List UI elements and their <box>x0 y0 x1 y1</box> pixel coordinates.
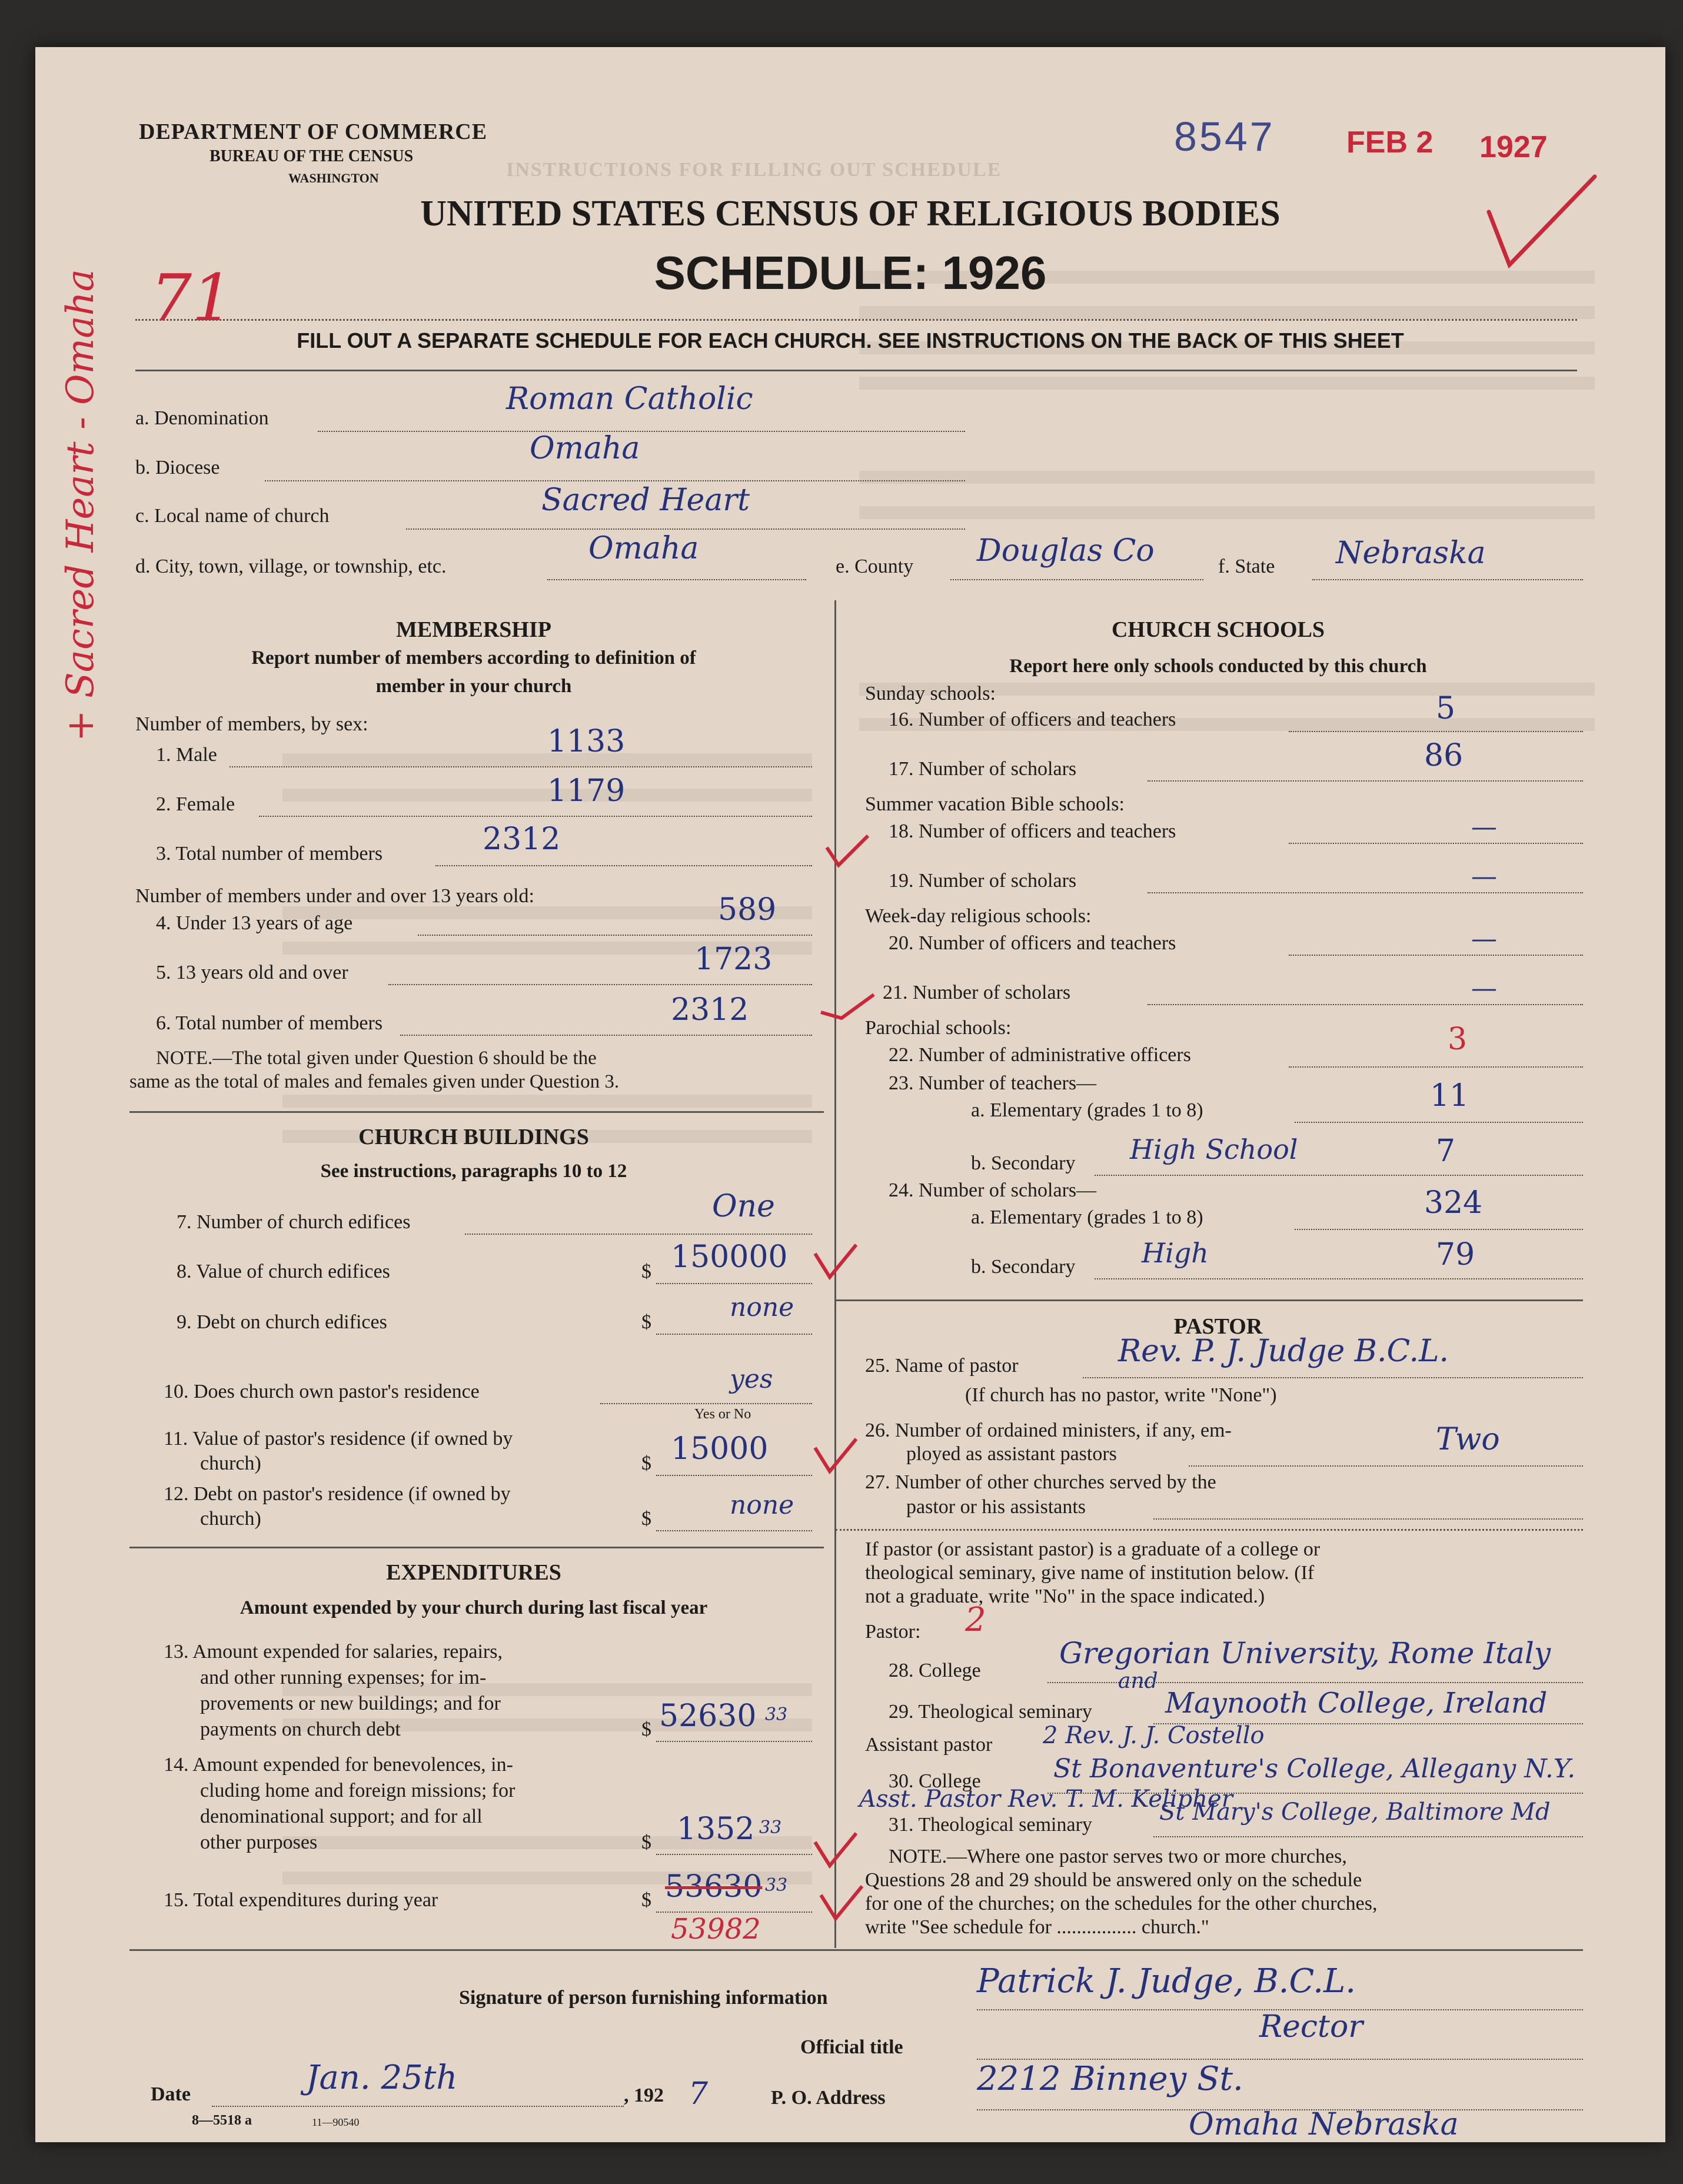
q14-line-3: denominational support; and for all <box>200 1806 483 1827</box>
q14-line-4: other purposes <box>200 1831 318 1853</box>
address-city-value: Omaha Nebraska <box>1189 2107 1459 2142</box>
q12-label-1: 12. Debt on pastor's residence (if owned by <box>164 1483 511 1505</box>
q24b-note: High <box>1142 1237 1209 1269</box>
stamp-date: FEB 2 <box>1346 125 1433 159</box>
q29-label: 29. Theological seminary <box>889 1701 1092 1723</box>
assistant-pastor-label: Assistant pastor <box>865 1734 993 1756</box>
under-over-label: Number of members under and over 13 years old: <box>135 885 534 907</box>
print-number: 11—90540 <box>312 2116 360 2128</box>
membership-subheading-1: Report number of members according to definition of <box>251 647 696 669</box>
q9-dollar: $ <box>641 1311 651 1333</box>
q8-value: 150000 <box>671 1239 788 1275</box>
college-note-1: If pastor (or assistant pastor) is a graduate of a college or <box>865 1538 1321 1560</box>
membership-heading: MEMBERSHIP <box>396 617 551 642</box>
bureau-city: WASHINGTON <box>288 171 379 185</box>
q11-label-1: 11. Value of pastor's residence (if owned by <box>164 1428 513 1450</box>
q9-label: 9. Debt on church edifices <box>177 1311 387 1333</box>
red-check-icon <box>812 1436 859 1477</box>
q11-value: 15000 <box>671 1431 769 1467</box>
q22-label: 22. Number of administrative officers <box>889 1044 1191 1066</box>
q4-under-13-value: 589 <box>718 892 777 928</box>
q14-value: 1352 <box>677 1811 755 1847</box>
q30-label: 30. College <box>889 1770 981 1792</box>
q13-dollar: $ <box>641 1718 651 1740</box>
q24a-label: a. Elementary (grades 1 to 8) <box>971 1206 1203 1228</box>
q6-total-value: 2312 <box>671 992 749 1028</box>
pastor-note-2: Questions 28 and 29 should be answered only on the schedule <box>865 1869 1362 1891</box>
q12-value: none <box>730 1490 794 1520</box>
q20-label: 20. Number of officers and teachers <box>889 932 1176 954</box>
parochial-schools-label: Parochial schools: <box>865 1017 1012 1039</box>
q24b-label: b. Secondary <box>971 1256 1076 1278</box>
q10-hint: Yes or No <box>694 1407 751 1422</box>
address-label: P. O. Address <box>771 2087 886 2109</box>
q20-value: — <box>1471 924 1497 954</box>
q3-total-value: 2312 <box>483 822 561 857</box>
q18-label: 18. Number of officers and teachers <box>889 820 1176 842</box>
q31-value: St Mary's College, Baltimore Md <box>1159 1799 1551 1826</box>
college-note-3: not a graduate, write "No" in the space indicated.) <box>865 1585 1265 1607</box>
q26-label-1: 26. Number of ordained ministers, if any, em- <box>865 1420 1232 1441</box>
q14-dollar: $ <box>641 1831 651 1853</box>
red-check-icon <box>812 1242 859 1283</box>
q7-label: 7. Number of church edifices <box>177 1211 411 1233</box>
q29-value: Maynooth College, Ireland <box>1165 1687 1548 1720</box>
q30-value: St Bonaventure's College, Allegany N.Y. <box>1053 1754 1576 1784</box>
q13-line-1: 13. Amount expended for salaries, repairs, <box>164 1641 503 1663</box>
members-by-sex-label: Number of members, by sex: <box>135 713 368 735</box>
q21-value: — <box>1471 973 1497 1003</box>
census-schedule-page <box>35 47 1665 2142</box>
q5-13-and-over-value: 1723 <box>694 942 773 977</box>
q13-value: 52630 <box>659 1698 757 1734</box>
diocese-label: b. Diocese <box>135 457 220 478</box>
q17-label: 17. Number of scholars <box>889 758 1077 780</box>
stamp-year: 1927 <box>1479 130 1548 164</box>
q2-female-value: 1179 <box>547 773 626 809</box>
q8-label: 8. Value of church edifices <box>177 1261 390 1282</box>
q13-cents: 33 <box>765 1704 788 1725</box>
date-label: Date <box>151 2083 191 2105</box>
q23a-label: a. Elementary (grades 1 to 8) <box>971 1099 1203 1121</box>
city-value: Omaha <box>588 531 699 566</box>
address-value: 2212 Binney St. <box>977 2060 1243 2098</box>
department-name: DEPARTMENT OF COMMERCE <box>139 119 488 144</box>
signature-label: Signature of person furnishing information <box>459 1987 828 2009</box>
q12-label-2: church) <box>200 1508 261 1530</box>
buildings-subheading: See instructions, paragraphs 10 to 12 <box>320 1161 627 1182</box>
q26-value: Two <box>1436 1422 1500 1457</box>
q15-dollar: $ <box>641 1889 651 1911</box>
q13-line-2: and other running expenses; for im- <box>200 1667 487 1688</box>
q15-label: 15. Total expenditures during year <box>164 1889 438 1911</box>
q19-label: 19. Number of scholars <box>889 870 1077 892</box>
red-check-icon <box>818 1883 865 1924</box>
stamp-number: 8547 <box>1174 114 1275 159</box>
weekday-schools-label: Week-day religious schools: <box>865 905 1092 927</box>
q24b-value: 79 <box>1436 1237 1475 1272</box>
q23b-label: b. Secondary <box>971 1152 1076 1174</box>
q13-line-3: provements or new buildings; and for <box>200 1693 501 1714</box>
denomination-label: a. Denomination <box>135 407 269 429</box>
q22-value: 3 <box>1448 1022 1468 1057</box>
date-year-digit: 7 <box>688 2076 709 2112</box>
pastor-sub-label: Pastor: <box>865 1621 921 1643</box>
state-value: Nebraska <box>1336 536 1486 571</box>
q16-label: 16. Number of officers and teachers <box>889 709 1176 730</box>
q1-label: 1. Male <box>156 744 217 766</box>
county-label: e. County <box>836 556 914 577</box>
pastor-count-mark: 2 <box>965 1601 986 1639</box>
pastor-note-1: NOTE.—Where one pastor serves two or more churches, <box>889 1846 1347 1867</box>
college-note-2: theological seminary, give name of institution below. (If <box>865 1562 1315 1584</box>
q19-value: — <box>1471 862 1497 892</box>
q9-value: none <box>730 1292 794 1322</box>
q26-label-2: ployed as assistant pastors <box>906 1443 1117 1465</box>
margin-number: 71 <box>151 260 233 335</box>
q24a-value: 324 <box>1424 1185 1483 1221</box>
county-value: Douglas Co <box>977 533 1155 569</box>
q17-value: 86 <box>1424 738 1464 773</box>
second-assistant-value: Asst. Pastor Rev. T. M. Kelipher <box>859 1786 1233 1813</box>
q25-hint: (If church has no pastor, write "None") <box>965 1384 1277 1406</box>
bleed-through-title: INSTRUCTIONS FOR FILLING OUT SCHEDULE <box>506 159 1002 181</box>
q27-label-1: 27. Number of other churches served by the <box>865 1471 1216 1493</box>
buildings-heading: CHURCH BUILDINGS <box>358 1125 589 1149</box>
q11-dollar: $ <box>641 1452 651 1474</box>
q28-label: 28. College <box>889 1660 981 1681</box>
summer-schools-label: Summer vacation Bible schools: <box>865 793 1125 815</box>
q14-line-1: 14. Amount expended for benevolences, in- <box>164 1754 513 1776</box>
q27-label-2: pastor or his assistants <box>906 1496 1086 1518</box>
q7-edifices-value: One <box>712 1189 775 1224</box>
q28-value: Gregorian University, Rome Italy <box>1059 1636 1551 1670</box>
q3-label: 3. Total number of members <box>156 843 383 865</box>
q15-value: 53630 <box>665 1869 763 1904</box>
date-year-prefix: , 192 <box>624 2085 664 2106</box>
q10-value: yes <box>730 1364 773 1394</box>
city-label: d. City, town, village, or township, etc. <box>135 556 447 577</box>
schedule-title: SCHEDULE: 1926 <box>654 247 1047 299</box>
schools-heading: CHURCH SCHOOLS <box>1111 617 1325 642</box>
q23b-note: High School <box>1130 1133 1298 1165</box>
expenditures-subheading: Amount expended by your church during last fiscal year <box>240 1597 708 1618</box>
pastor-note-4: write "See schedule for ................ church." <box>865 1916 1209 1938</box>
fill-out-instruction: FILL OUT A SEPARATE SCHEDULE FOR EACH CHURCH. SEE INSTRUCTIONS ON THE BACK OF THIS SHEET <box>297 328 1404 353</box>
q15-cents: 33 <box>765 1875 788 1896</box>
church-name-label: c. Local name of church <box>135 505 330 527</box>
q11-label-2: church) <box>200 1452 261 1474</box>
q16-value: 5 <box>1436 691 1456 726</box>
membership-note-1: NOTE.—The total given under Question 6 should be the <box>156 1048 597 1069</box>
q13-line-4: payments on church debt <box>200 1718 401 1740</box>
membership-subheading-2: member in your church <box>375 676 572 697</box>
q23b-value: 7 <box>1436 1133 1456 1169</box>
expenditures-heading: EXPENDITURES <box>386 1560 561 1585</box>
q23a-value: 11 <box>1430 1078 1469 1113</box>
membership-note-2: same as the total of males and females given under Question 3. <box>129 1071 620 1092</box>
church-name-value: Sacred Heart <box>541 483 750 518</box>
state-label: f. State <box>1218 556 1275 577</box>
bureau-name: BUREAU OF THE CENSUS <box>209 147 414 165</box>
q29-and: and <box>1118 1669 1158 1693</box>
q6-label: 6. Total number of members <box>156 1012 383 1034</box>
assistant-pastor-value: 2 Rev. J. J. Costello <box>1043 1722 1265 1749</box>
q8-dollar: $ <box>641 1261 651 1282</box>
official-title-value: Rector <box>1259 2009 1363 2045</box>
q31-label: 31. Theological seminary <box>889 1814 1092 1836</box>
red-check-icon <box>812 1830 859 1871</box>
q10-label: 10. Does church own pastor's residence <box>164 1381 480 1402</box>
q23-label: 23. Number of teachers— <box>889 1072 1097 1094</box>
q2-label: 2. Female <box>156 793 235 815</box>
q14-cents: 33 <box>759 1817 782 1838</box>
signature-value: Patrick J. Judge, B.C.L. <box>977 1962 1356 2000</box>
denomination-value: Roman Catholic <box>506 381 753 417</box>
q21-label: 21. Number of scholars <box>883 982 1071 1003</box>
official-title-label: Official title <box>800 2036 903 2058</box>
schools-subheading: Report here only schools conducted by this church <box>1009 656 1427 677</box>
q1-male-value: 1133 <box>547 724 626 759</box>
q5-label: 5. 13 years old and over <box>156 962 348 983</box>
form-title: UNITED STATES CENSUS OF RELIGIOUS BODIES <box>420 194 1280 234</box>
q4-label: 4. Under 13 years of age <box>156 912 353 934</box>
q18-value: — <box>1471 812 1497 842</box>
pastor-note-3: for one of the churches; on the schedules for the other churches, <box>865 1893 1378 1914</box>
q24-label: 24. Number of scholars— <box>889 1179 1097 1201</box>
pastor-heading: PASTOR <box>1173 1314 1263 1339</box>
q15-correction: 53982 <box>671 1913 761 1946</box>
red-check-icon <box>824 830 871 871</box>
diocese-value: Omaha <box>530 431 640 466</box>
q12-dollar: $ <box>641 1508 651 1530</box>
margin-vertical-note: + Sacred Heart - Omaha <box>59 269 102 742</box>
form-number: 8—5518 a <box>192 2113 252 2128</box>
q14-line-2: cluding home and foreign missions; for <box>200 1780 515 1801</box>
date-value: Jan. 25th <box>306 2059 458 2097</box>
q25-label: 25. Name of pastor <box>865 1355 1019 1377</box>
sunday-schools-label: Sunday schools: <box>865 683 996 704</box>
q25-value: Rev. P. J. Judge B.C.L. <box>1118 1334 1449 1369</box>
